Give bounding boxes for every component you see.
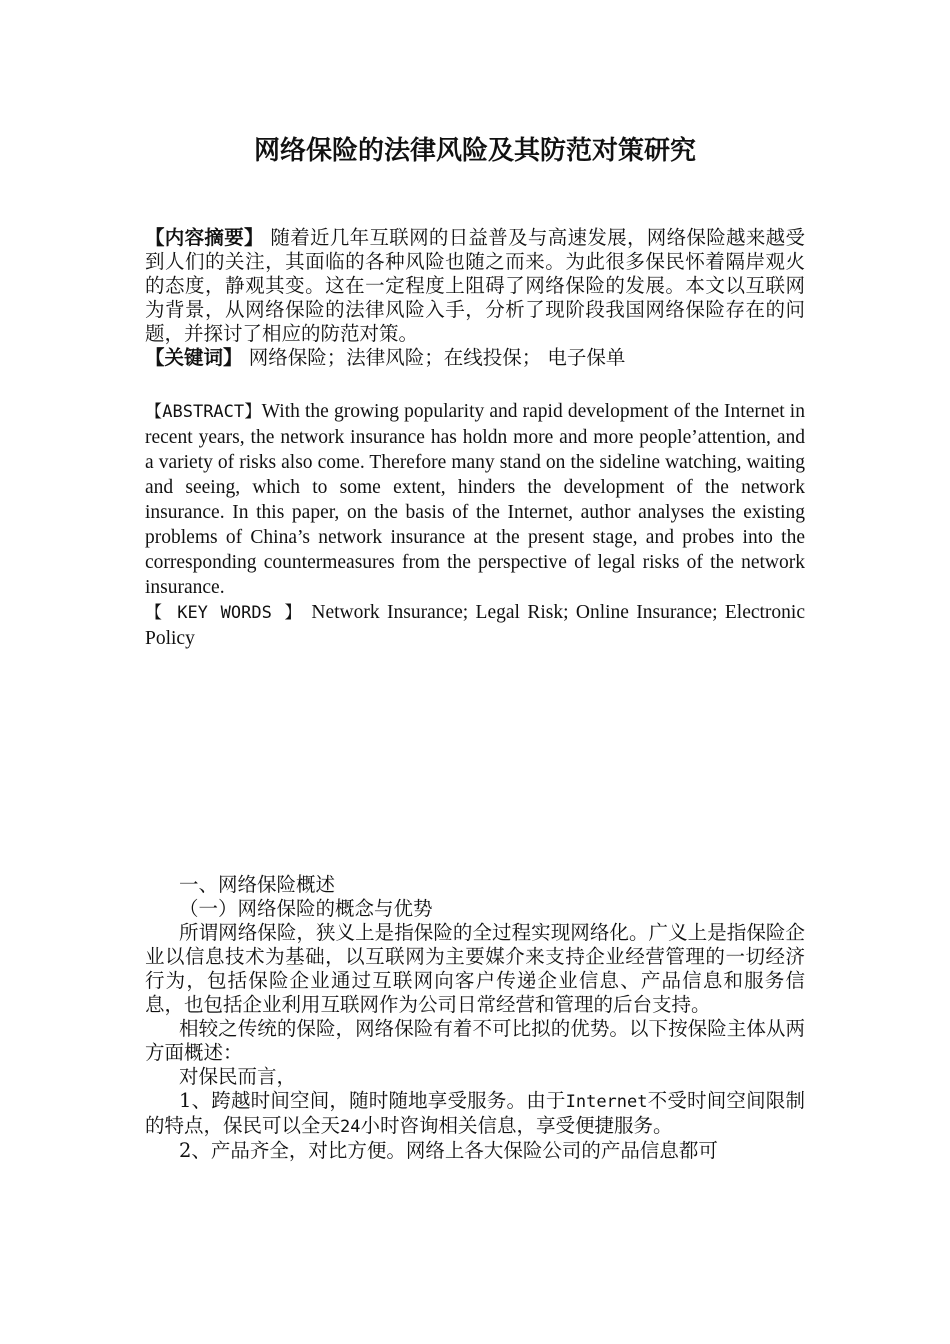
abstract-text-cn: 随着近几年互联网的日益普及与高速发展，网络保险越来越受到人们的关注，其面临的各种风险也随之而来。为此很多保民怀着隔岸观火的态度，静观其变。这在一定程度上阻碍了网络保险的发展。本文以互联网为背景，从网络保险的法律风险入手，分析了现阶段我国网络保险存在的问题，并探讨了相应的防范对策。	[145, 226, 805, 345]
body-paragraph-3: 对保民而言，	[179, 1065, 297, 1088]
keywords-label-en: 【 KEY WORDS 】	[145, 603, 305, 623]
para4-term: Internet	[565, 1092, 648, 1112]
body-paragraph-1: 所谓网络保险，狭义上是指保险的全过程实现网络化。广义上是指保险企业以信息技术为基础，以互联网为主要媒介来支持企业经营管理的一切经济行为，包括保险企业通过互联网向客户传递企业信息、产品信息和服务信息，也包括企业利用互联网作为公司日常经营和管理的后台支持。	[145, 921, 805, 1016]
document-title: 网络保险的法律风险及其防范对策研究	[253, 136, 696, 166]
keywords-text-cn: 网络保险；法律风险；在线投保； 电子保单	[242, 346, 626, 369]
body-paragraph-5: 2、产品齐全，对比方便。网络上各大保险公司的产品信息都可	[179, 1139, 718, 1162]
abstract-label-cn: 【内容摘要】	[145, 226, 264, 249]
chinese-abstract	[145, 226, 805, 370]
section-heading-2: （一）网络保险的概念与优势	[179, 897, 433, 920]
para4-part-c: 小时咨询相关信息，享受便捷服务。	[360, 1114, 673, 1137]
english-abstract	[145, 399, 805, 651]
abstract-text-en: With the growing popularity and rapid development of the Internet in recent years, the network insurance has holdn more and more people’attention, and a variety of risks also come. Therefore many stand on the sideline watching, waiting and seeing, which to some extent, hinders the development of the network insurance. In this paper, on the basis of the Internet, author analyses the existing problems of China’s network insurance at the present stage, and probes into the corresponding countermeasures from the perspective of legal risks of the network insurance.	[145, 401, 805, 598]
para4-number: 24	[340, 1117, 361, 1137]
keywords-label-cn: 【关键词】	[145, 346, 243, 369]
para4-part-a: 1、跨越时间空间，随时随地享受服务。由于	[179, 1089, 566, 1112]
abstract-label-en: 【ABSTRACT】	[145, 402, 262, 422]
section-heading-1: 一、网络保险概述	[179, 873, 336, 896]
body-paragraph-2: 相较之传统的保险，网络保险有着不可比拟的优势。以下按保险主体从两方面概述：	[145, 1017, 805, 1064]
keywords-text-en: Network Insurance; Legal Risk; Online Insurance; Electronic Policy	[145, 602, 805, 649]
body-paragraph-4	[145, 1089, 805, 1139]
body-section	[145, 873, 805, 1163]
para4-part-b: 不受时间空间限制的特点，保民可以全天	[145, 1089, 805, 1137]
